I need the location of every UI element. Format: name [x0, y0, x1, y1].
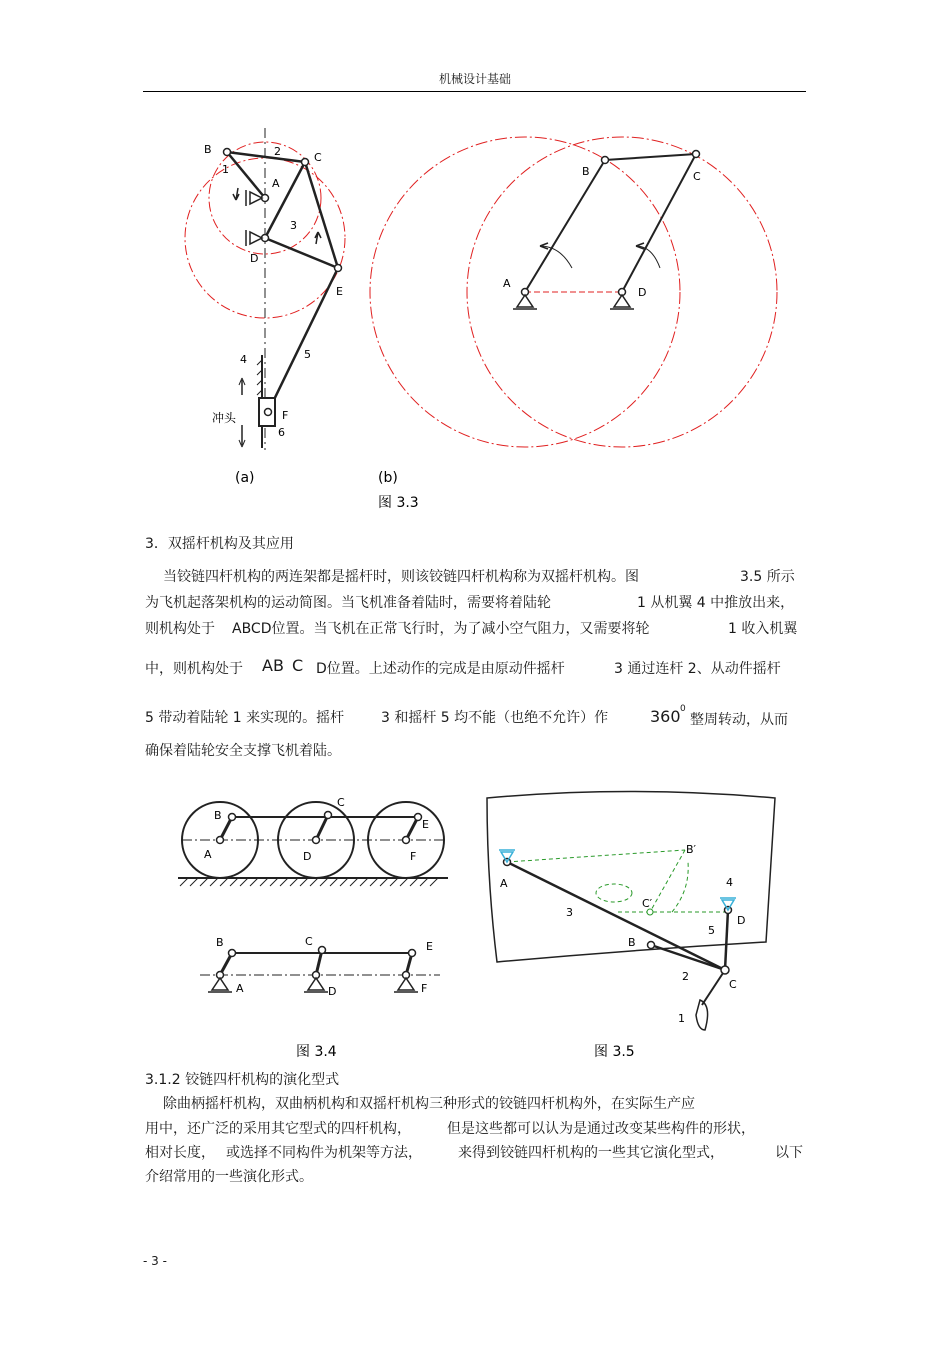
fig33a-number-3: 3	[290, 219, 297, 232]
section312-line-5: 来得到铰链四杆机构的一些其它演化型式，	[458, 1145, 724, 1161]
section3-line-17: 确保着陆轮安全支撑飞机着陆。	[145, 743, 341, 759]
fig33b-label-C: C	[693, 170, 701, 183]
section312-line-0: 除曲柄摇杆机构，双曲柄机构和双摇杆机构三种形式的铰链四杆机构外，在实际生产应	[163, 1096, 695, 1112]
section312-line-1: 用中，还广泛的采用其它型式的四杆机构，	[145, 1121, 411, 1137]
fig35-label-C: C	[729, 978, 737, 991]
fig33b-label-B: B	[582, 165, 590, 178]
section3-line-0: 当铰链四杆机构的两连架都是摇杆时，则该铰链四杆机构称为双摇杆机构。图	[163, 569, 639, 585]
fig33a-label-A: A	[272, 177, 280, 190]
fig33-label-a: (a)	[235, 470, 255, 486]
section312-heading: 3.1.2 铰链四杆机构的演化型式	[145, 1072, 340, 1088]
fig35-label-D: D	[737, 914, 746, 927]
section3-line-4: 则机构处于	[145, 621, 215, 637]
fig33a-number-1: 1	[222, 163, 229, 176]
figure-3-3b	[370, 137, 777, 447]
fig35-label-Bprime: B′	[686, 843, 697, 856]
section3-heading: 3．双摇杆机构及其应用	[145, 536, 294, 552]
fig34-caption: 图 3.4	[296, 1044, 337, 1060]
section312-line-6: 以下	[775, 1145, 803, 1161]
section3-line-7: 中，则机构处于	[145, 661, 243, 677]
section3-line-8: AB	[262, 656, 284, 675]
figure-3-5	[487, 792, 775, 1031]
fig33b-label-D: D	[638, 286, 647, 299]
section3-line-9: C	[292, 656, 304, 675]
section3-line-14: 360	[650, 707, 681, 726]
fig35-number-4: 4	[726, 876, 733, 889]
fig34-top-label-A: A	[204, 848, 212, 861]
fig35-number-3: 3	[566, 906, 573, 919]
page-header-title: 机械设计基础	[438, 72, 511, 86]
section3-line-2: 为飞机起落架机构的运动简图。当飞机准备着陆时，需要将着陆轮	[145, 595, 551, 611]
fig34-bot-label-D: D	[328, 985, 337, 998]
section3-line-16: 整周转动，从而	[690, 712, 788, 728]
page-number: - 3 -	[143, 1254, 167, 1268]
fig33a-label-D: D	[250, 252, 259, 265]
fig33a-label-E: E	[336, 285, 343, 298]
fig34-bot-label-C: C	[305, 935, 313, 948]
section3-line-1: 3.5 所示	[740, 569, 795, 585]
fig33a-number-5: 5	[304, 348, 311, 361]
section3-line-3: 1 从机翼 4 中推放出来，	[637, 595, 795, 611]
fig33a-number-6: 6	[278, 426, 285, 439]
fig34-top-label-B: B	[214, 809, 222, 822]
section3-line-15: 0	[680, 704, 686, 714]
fig35-label-A: A	[500, 877, 508, 890]
fig34-top-label-D: D	[303, 850, 312, 863]
section3-line-11: 3 通过连杆 2、从动件摇杆	[614, 661, 781, 677]
figure-3-3a	[185, 128, 345, 450]
fig33b-label-A: A	[503, 277, 511, 290]
fig33a-label-B: B	[204, 143, 212, 156]
section3-line-10: D位置。上述动作的完成是由原动件摇杆	[316, 661, 565, 677]
figure-3-4-3-5	[0, 790, 950, 1070]
fig35-number-5: 5	[708, 924, 715, 937]
section312-line-3: 相对长度，	[145, 1145, 215, 1161]
fig35-number-2: 2	[682, 970, 689, 983]
fig33-label-b: (b)	[378, 470, 398, 486]
fig34-top-label-C: C	[337, 796, 345, 809]
fig34-bot-label-F: F	[421, 982, 428, 995]
fig35-number-1: 1	[678, 1012, 685, 1025]
fig33-caption: 图 3.3	[378, 495, 419, 511]
fig33a-number-4: 4	[240, 353, 247, 366]
fig34-top-label-F: F	[410, 850, 417, 863]
section3-line-13: 3 和摇杆 5 均不能（也绝不允许）作	[381, 710, 609, 726]
fig33a-punch-label: 冲头	[212, 411, 237, 425]
fig34-top-label-E: E	[422, 818, 429, 831]
fig33a-label-C: C	[314, 151, 322, 164]
section312-line-4: 或选择不同构件为机架等方法，	[226, 1145, 422, 1161]
fig33a-number-2: 2	[274, 145, 281, 158]
section312-line-7: 介绍常用的一些演化形式。	[145, 1169, 313, 1185]
figure-3-3	[0, 0, 950, 520]
fig35-label-B: B	[628, 936, 636, 949]
figure-3-4	[178, 796, 448, 998]
fig34-bot-label-A: A	[236, 982, 244, 995]
section3-line-6: 1 收入机翼	[728, 621, 798, 637]
fig34-bot-label-E: E	[426, 940, 433, 953]
section3-line-5: ABCD位置。当飞机在正常飞行时，为了减小空气阻力，又需要将轮	[232, 621, 650, 637]
fig35-label-Cprime: C′	[642, 897, 653, 910]
fig35-caption: 图 3.5	[594, 1044, 635, 1060]
fig34-bot-label-B: B	[216, 936, 224, 949]
section312-line-2: 但是这些都可以认为是通过改变某些构件的形状，	[447, 1121, 755, 1137]
fig33a-label-F: F	[282, 409, 289, 422]
section3-line-12: 5 带动着陆轮 1 来实现的。摇杆	[145, 710, 345, 726]
